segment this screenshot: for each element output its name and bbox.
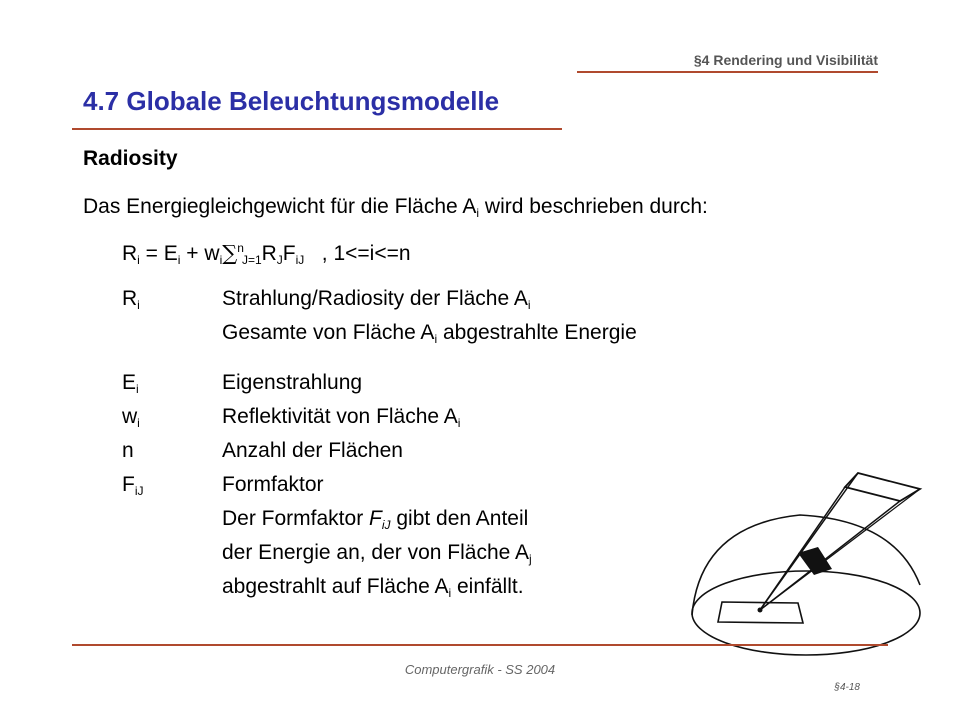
def-symbol-text: F (122, 473, 135, 496)
def-desc-w (222, 405, 460, 430)
def-desc-text: Reflektivität von Fläche A (222, 405, 458, 428)
def-symbol-e (122, 371, 139, 396)
intro-sub: i (476, 206, 480, 220)
formula-e-sub: i (177, 253, 181, 267)
def-desc-r-line2 (222, 321, 637, 346)
header-rule (577, 71, 878, 73)
def-symbol-sub: i (137, 416, 140, 430)
intro-tail: wird beschrieben durch: (479, 195, 708, 218)
def-symbol-sub: i (136, 382, 139, 396)
formula-w: + w (180, 242, 220, 265)
footer-rule (72, 644, 888, 646)
ff-text: abgestrahlt auf Fläche A (222, 575, 449, 598)
ff-sub: i (448, 586, 452, 600)
def-desc-sub: i (434, 332, 438, 346)
def-symbol-f (122, 473, 144, 498)
sample-point (758, 608, 763, 613)
formula-e: = E (139, 242, 178, 265)
def-desc-e: Eigenstrahlung (222, 371, 363, 394)
def-symbol-r (122, 287, 140, 312)
intro-text: Das Energiegleichgewicht für die Fläche A (83, 195, 477, 218)
intro-line (83, 195, 708, 220)
def-desc-text: Gesamte von Fläche A (222, 321, 435, 344)
course-footer: Computergrafik - SS 2004 (404, 662, 556, 677)
formula-r: R (122, 242, 138, 265)
def-symbol-text: w (122, 405, 138, 428)
def-desc-n: Anzahl der Flächen (222, 439, 403, 462)
beam-line (760, 473, 858, 610)
ff-f: F (369, 507, 382, 530)
def-symbol-text: E (122, 371, 137, 394)
ff-text: Der Formfaktor (222, 507, 370, 530)
def-desc-f: Formfaktor (222, 473, 324, 496)
sigma-symbol: ∑ (222, 241, 238, 265)
def-symbol-n: n (122, 439, 134, 462)
def-desc-tail: abgestrahlte Energie (437, 321, 637, 344)
ff-f-sub: iJ (381, 518, 391, 532)
def-symbol-w (122, 405, 140, 430)
hemisphere-base (692, 571, 920, 655)
def-desc-sub: i (527, 298, 531, 312)
def-symbol-sub: iJ (134, 484, 144, 498)
slide-title: 4.7 Globale Beleuchtungsmodelle (83, 86, 500, 116)
hemisphere-arc (692, 515, 920, 615)
def-symbol-text: R (122, 287, 138, 310)
ff-sub: j (529, 552, 532, 566)
def-symbol-sub: i (137, 298, 140, 312)
radiosity-formula (122, 241, 411, 267)
slide-subtitle: Radiosity (83, 147, 178, 170)
section-header: §4 Rendering und Visibilität (693, 52, 878, 68)
formula-j-sub: J=1 (241, 253, 262, 267)
formula-f-sub: iJ (295, 253, 305, 267)
formula-f: F (282, 242, 296, 265)
title-rule (72, 128, 562, 130)
formula-n-sup: n (237, 241, 244, 255)
formula-rj-sub: J (276, 253, 283, 267)
def-desc-sub: i (457, 416, 461, 430)
formfactor-line1 (222, 507, 528, 532)
ff-text-post: einfällt. (451, 575, 524, 598)
formfactor-line3 (222, 575, 524, 600)
ff-text: der Energie an, der von Fläche A (222, 541, 530, 564)
formfactor-line2 (222, 541, 532, 566)
formula-r-sub: i (137, 253, 140, 267)
ff-text-post: gibt den Anteil (390, 507, 529, 530)
hemisphere-formfactor-illustration (680, 455, 950, 665)
def-desc-r-line1 (222, 287, 531, 312)
page-number: §4-18 (834, 682, 860, 693)
formula-condition: , 1<=i<=n (304, 242, 411, 265)
formula-rj: R (261, 242, 277, 265)
formula-w-sub: i (219, 253, 223, 267)
def-desc-text: Strahlung/Radiosity der Fläche A (222, 287, 528, 310)
surface-patch (718, 602, 803, 623)
